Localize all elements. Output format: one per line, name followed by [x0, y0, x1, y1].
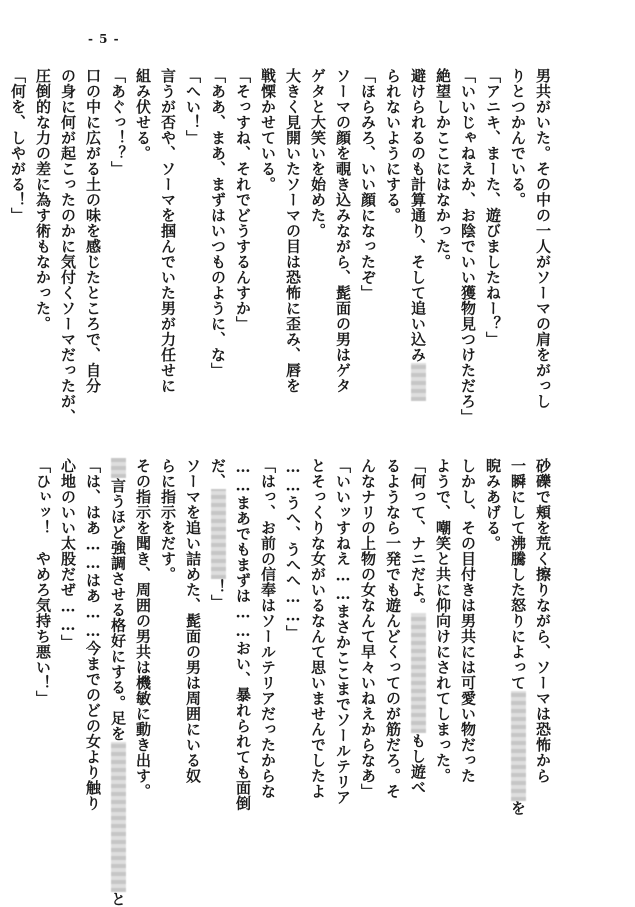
text-block-bottom: [75, 458, 555, 858]
text-line: るようなら一発でも遊んどくってのが筋だろ。そ: [380, 458, 405, 848]
text-line-with-redaction: [405, 458, 430, 848]
text-line: 「いいじゃねえか、お陰でいい獲物見つけただろ」: [455, 68, 480, 458]
text-line: しかし、その目付きは男共には可愛い物だった: [455, 458, 480, 848]
text-line-with-redaction: [405, 68, 430, 458]
text-line: その指示を聞き、周囲の男共は機敏に動き出す。: [130, 458, 155, 848]
redaction-suffix: を: [509, 801, 527, 817]
text-line: 「いいッすねえ……まさかここまでソールテリア: [330, 458, 355, 848]
text-line: 圧倒的な力の差に為す術もなかった。: [30, 68, 55, 458]
text-line: 男共がいた。その中の一人がソーマの肩をがっし: [530, 68, 555, 458]
text-line: ようで、嘲笑と共に仰向けにされてしまった。: [430, 458, 455, 848]
mosaic-redaction: [511, 691, 526, 801]
text-block-top: [75, 68, 555, 468]
mosaic-redaction: [111, 742, 126, 892]
text-line-with-redaction: [105, 458, 130, 848]
text-line: られないようにする。: [380, 68, 405, 458]
text-line: 「あぐっ！？」: [105, 68, 130, 458]
redaction-suffix: ！」: [209, 579, 227, 610]
mosaic-redaction: [111, 458, 126, 478]
text-line: 「何を、しやがる！」: [5, 68, 30, 458]
text-line-with-redaction: [205, 458, 230, 848]
text-line: 「ひぃッ！ やめろ気持ち悪い！」: [30, 458, 55, 848]
page-number: - 5 -: [88, 32, 120, 46]
text-line: 心地のいい太股だぜ……」: [55, 458, 80, 848]
text-line: 「そっすね、それでどうするんすか」: [230, 68, 255, 458]
text-line: 睨みあげる。: [480, 458, 505, 848]
mosaic-redaction: [411, 613, 426, 733]
text-line: 組み伏せる。: [130, 68, 155, 458]
text-line: 「アニキ、まーた、遊びましたねー？」: [480, 68, 505, 458]
text-line-part: 一瞬にして沸騰した怒りによって: [509, 458, 527, 691]
redaction-suffix: 足を: [109, 711, 127, 742]
text-line: 砂礫で頬を荒く擦りながら、ソーマは恐怖から: [530, 458, 555, 848]
mosaic-redaction: [211, 489, 226, 579]
text-line: 戦慄かせている。: [255, 68, 280, 458]
text-line: 「へい！」: [180, 68, 205, 458]
text-line: ソーマの顔を覗き込みながら、髭面の男はゲタ: [330, 68, 355, 458]
text-line: ……うへ、うへへ……」: [280, 458, 305, 848]
text-line: 「ああ、まあ、まずはいつものように、な」: [205, 68, 230, 458]
text-line: 言うが否や、ソーマを掴んでいた男が力任せに: [155, 68, 180, 458]
text-line: 「は、はあ……はあ……今までのどの女より触り: [80, 458, 105, 848]
text-line-part: 言うほど強調させる格好にする。: [109, 478, 127, 711]
redaction-suffix: と: [109, 892, 127, 907]
mosaic-redaction: [411, 363, 426, 401]
text-line: 「ほらみろ、いい顔になったぞ」: [355, 68, 380, 458]
text-line: 口の中に広がる土の味を感じたところで、自分: [80, 68, 105, 458]
text-line-part: 「何って、ナニだよ。: [409, 458, 427, 613]
text-line: とそっくりな女がいるなんて思いませんでしたよ: [305, 458, 330, 848]
text-line: 大きく見開いたソーマの目は恐怖に歪み、唇を: [280, 68, 305, 458]
text-line: ゲタと大笑いを始めた。: [305, 68, 330, 458]
text-line: ……まあでもまずは……おい、暴れられても面倒: [230, 458, 255, 848]
redaction-suffix: もし遊べ: [409, 733, 427, 795]
text-line-part: だ、: [209, 458, 227, 489]
text-line: ソーマを追い詰めた、髭面の男は周囲にいる奴: [180, 458, 205, 848]
text-line: んなナリの上物の女なんて早々いねえからなあ」: [355, 458, 380, 848]
text-line: 「はっ、お前の信奉はソールテリアだったからな: [255, 458, 280, 848]
text-line-part: 避けられるのも計算通り、そして追い込み: [409, 68, 427, 363]
text-line: の身に何が起こったのかに気付くソーマだったが、: [55, 68, 80, 458]
text-line-with-redaction: [505, 458, 530, 848]
text-line: りとつかんでいる。: [505, 68, 530, 458]
text-line: らに指示をだす。: [155, 458, 180, 848]
text-line: 絶望しかここにはなかった。: [430, 68, 455, 458]
